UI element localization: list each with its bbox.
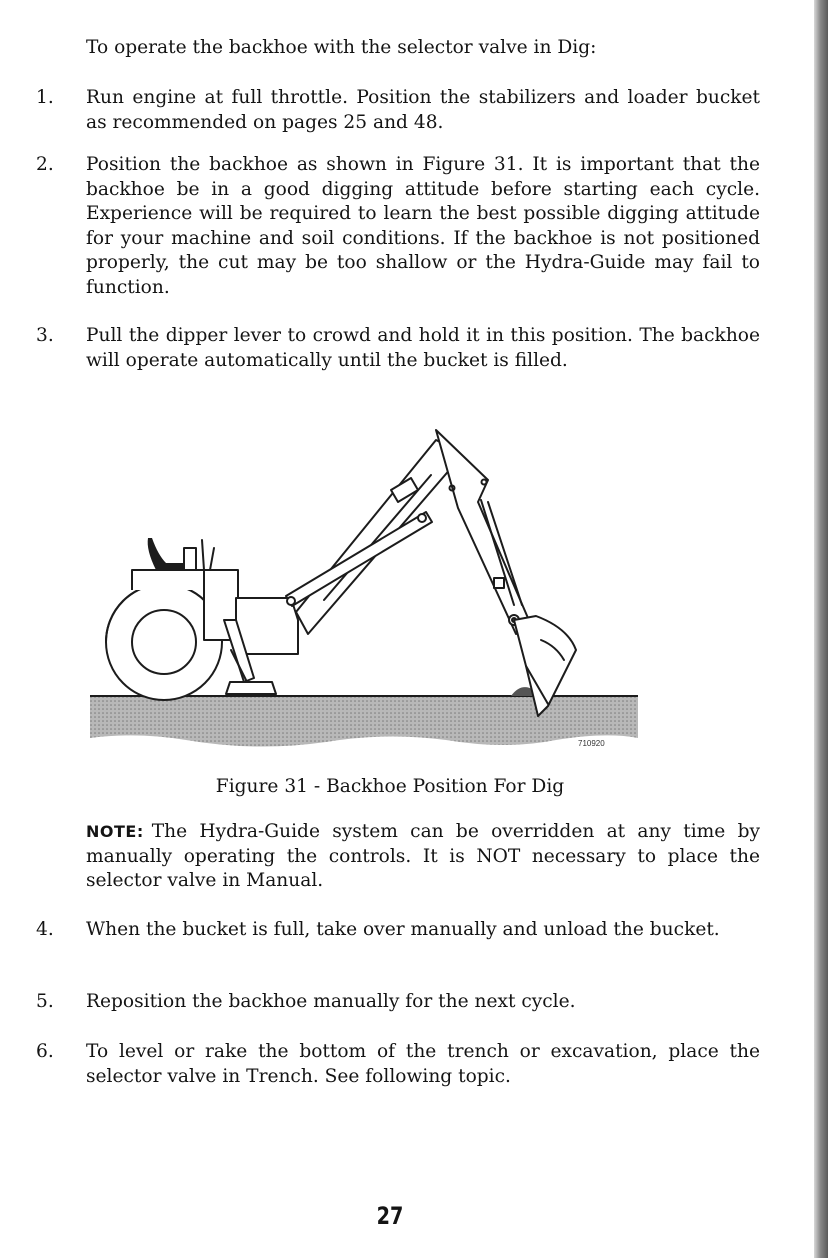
step-4-text: When the bucket is full, take over manually and unload the bucket. [86, 919, 720, 940]
step-1-number: 1. [36, 87, 54, 108]
tractor-fender [132, 570, 210, 590]
dipper-stick [436, 430, 531, 634]
figure-code: 710920 [578, 739, 605, 748]
backhoe-frame [236, 598, 298, 654]
backhoe-figure [86, 420, 646, 760]
step-6-number: 6. [36, 1041, 54, 1062]
operator-seat [148, 538, 184, 570]
step-5-text: Reposition the backhoe manually for the next cycle. [86, 991, 576, 1012]
boom-cylinder [286, 512, 432, 606]
step-2-text: Position the backhoe as shown in Figure 31. It is important that the backhoe be in a good digging attitude before starting each cycle. Experience will be required to learn the best possible digging attitude for your machine and soil conditions. If the backhoe is not positioned properly, the cut may be too shallow or the Hydra-Guide may fail to function. [86, 154, 760, 298]
note-label: NOTE: [86, 822, 144, 841]
intro-text: To operate the backhoe with the selector valve in Dig: [86, 37, 597, 58]
note-text: The Hydra-Guide system can be overridden at any time by manually operating the controls. It is NOT necessary to place the selector valve in Manual. [86, 821, 760, 891]
stabilizer-pad [226, 682, 276, 694]
step-3-number: 3. [36, 325, 54, 346]
page-edge-shadow [814, 0, 828, 1258]
step-5-number: 5. [36, 991, 54, 1012]
figure-caption: Figure 31 - Backhoe Position For Dig [215, 776, 565, 797]
step-4-number: 4. [36, 919, 54, 940]
backhoe-illustration [86, 420, 646, 760]
note-paragraph [86, 820, 760, 894]
step-3-text: Pull the dipper lever to crowd and hold it in this position. The backhoe will operate automatically until the bucket is filled. [86, 325, 760, 371]
page-number: 27 [376, 1202, 404, 1230]
step-1-text: Run engine at full throttle. Position the stabilizers and loader bucket as recommended on pages 25 and 48. [86, 87, 760, 133]
ground-soil [90, 696, 638, 747]
step-6-text: To level or rake the bottom of the trench or excavation, place the selector valve in Trench. See following topic. [86, 1041, 760, 1087]
step-2-number: 2. [36, 154, 54, 175]
